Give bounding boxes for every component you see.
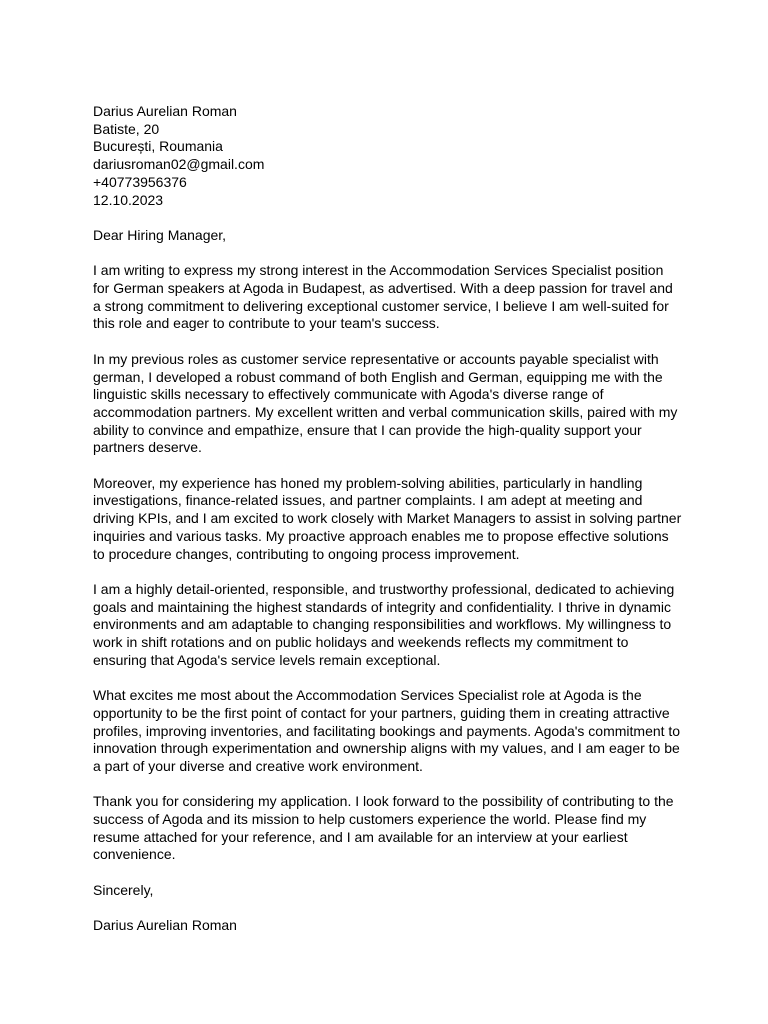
body-paragraph-5: What excites me most about the Accommodation Services Specialist role at Agoda is the opportunity to be the first point of contact for your partners, guiding them in creating attractive profiles, improving inventories, and facilitating bookings and payments. Agoda's commitment to innovation through experimentation and ownership aligns with my values, and I am eager to be a part of your diverse and creative work environment.: [93, 687, 681, 774]
body-paragraph-1: I am writing to express my strong interest in the Accommodation Services Specialist position for German speakers at Agoda in Budapest, as advertised. With a deep passion for travel and a strong commitment to delivering exceptional customer service, I believe I am well-suited for this role and eager to contribute to your team's success.: [93, 262, 673, 332]
sender-phone: +40773956376: [93, 173, 187, 190]
cover-letter-page: [93, 103, 683, 935]
salutation: Dear Hiring Manager,: [93, 226, 227, 243]
body-paragraph-2: In my previous roles as customer service representative or accounts payable specialist with german, I developed a robust command of both English and German, equipping me with the linguistic skills necessary to effectively communicate with Agoda's diverse range of accommodation partners. My excellent written and verbal communication skills, paired with my ability to convince and empathize, ensure that I can provide the high-quality support your partners deserve.: [93, 350, 678, 456]
sender-name: Darius Aurelian Roman: [93, 103, 237, 119]
signature-name: Darius Aurelian Roman: [93, 917, 237, 934]
letter-date: 12.10.2023: [93, 191, 164, 208]
sender-street: Batiste, 20: [93, 120, 160, 137]
sender-email: dariusroman02@gmail.com: [93, 156, 265, 173]
body-paragraph-4: I am a highly detail-oriented, responsible, and trustworthy professional, dedicated to achieving goals and maintaining the highest standards of integrity and confidentiality. I thrive in dynamic environments and am adaptable to changing responsibilities and workflows. My willingness to work in shift rotations and on public holidays and weekends reflects my commitment to ensuring that Agoda's service levels remain exceptional.: [93, 580, 675, 668]
sender-city: București, Roumania: [93, 138, 223, 155]
closing: Sincerely,: [93, 881, 154, 898]
body-paragraph-3: Moreover, my experience has honed my problem-solving abilities, particularly in handling investigations, finance-related issues, and partner complaints. I am adept at meeting and driving KPIs, and I am excited to work closely with Market Managers to assist in solving partner inquiries and various tasks. My proactive approach enables me to propose effective solutions to procedure changes, contributing to ongoing process improvement.: [93, 474, 682, 562]
body-paragraph-6: Thank you for considering my application. I look forward to the possibility of contributing to the success of Agoda and its mission to help customers experience the world. Please find my resume attached for your reference, and I am available for an interview at your earliest convenience.: [93, 793, 674, 863]
sender-address-block: [93, 103, 683, 209]
